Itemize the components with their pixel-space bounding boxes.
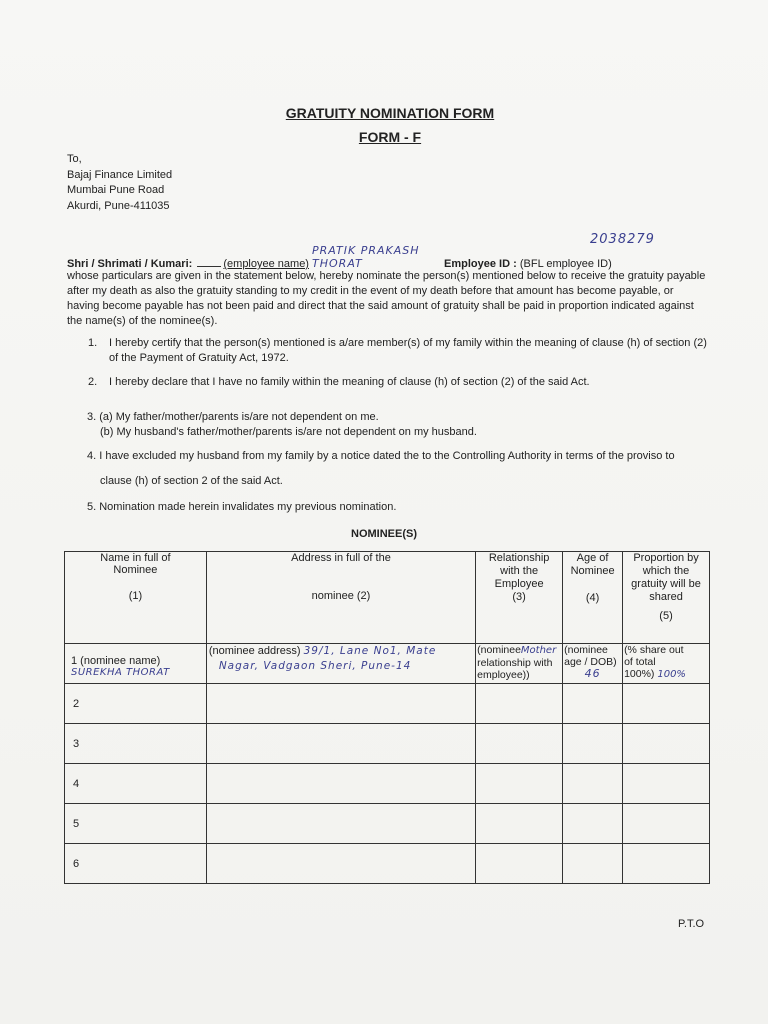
header-name [65, 552, 207, 644]
row1-age-label-1: (nominee [564, 644, 608, 656]
row1-rel-value: Mother [520, 645, 557, 656]
row1-address-label: (nominee address) [208, 645, 301, 657]
table-row [65, 684, 710, 724]
header-address [206, 552, 475, 644]
row1-relationship-cell [476, 644, 563, 684]
employee-id-value: 2038279 [590, 232, 655, 247]
declaration-3b: (b) My husband's father/mother/parents is/are not dependent on my husband. [100, 426, 477, 438]
address-to: To, [67, 153, 82, 165]
row1-address-value-1: 39/1, Lane No1, Mate [303, 645, 437, 657]
declaration-3a: 3. (a) My father/mother/parents is/are not dependent on me. [87, 411, 379, 423]
header-age [563, 552, 623, 644]
declaration-4: 4. I have excluded my husband from my family by a notice dated the to the Controlling Authority in terms of the proviso to [87, 450, 675, 462]
row1-rel-label-1: (nominee [477, 644, 521, 656]
declaration-1 [88, 336, 710, 366]
salutation-label: Shri / Shrimati / Kumari: [67, 258, 193, 270]
row1-age-cell [563, 644, 623, 684]
row1-prop-label-3: 100%) [624, 668, 655, 680]
header-age-text: Age of Nominee [570, 552, 615, 577]
declaration-1-text: I hereby certify that the person(s) mentioned is a/are member(s) of my family within the meaning of clause (h) of section (2) of the Payment of Gratuity Act, 1972. [109, 337, 707, 364]
header-proportion-text: Proportion by which the gratuity will be shared [631, 552, 701, 603]
employee-id-hint: (BFL employee ID) [519, 258, 612, 270]
row1-age-value: 46 [584, 667, 601, 680]
header-relationship [476, 552, 563, 644]
row1-address-value-2: Nagar, Vadgaon Sheri, Pune-14 [218, 660, 412, 672]
row1-prop-value: 100% [657, 669, 686, 680]
row1-age-label-2: age / DOB) [564, 656, 617, 668]
row1-proportion-cell [623, 644, 710, 684]
header-name-text: Name in full of Nominee [100, 552, 171, 576]
table-row [65, 764, 710, 804]
nominees-heading: NOMINEE(S) [351, 528, 417, 540]
nominee-table [64, 551, 710, 884]
address-line-2: Mumbai Pune Road [67, 184, 165, 196]
pto-label: P.T.O [678, 918, 705, 930]
row1-prop-label-2: of total [624, 656, 656, 668]
recipient-address [67, 152, 172, 214]
row1-name-value: SUREKHA THORAT [71, 667, 170, 678]
address-line-3: Akurdi, Pune-411035 [67, 199, 170, 212]
row-number: 4 [65, 764, 207, 804]
header-proportion [623, 552, 710, 644]
row1-rel-label-3: employee)) [477, 669, 530, 681]
form-title: GRATUITY NOMINATION FORM [285, 105, 495, 121]
employee-name-label: (employee name) [223, 258, 309, 270]
row1-address-cell [206, 644, 475, 684]
header-proportion-num: (5) [659, 610, 673, 622]
blank-line [197, 266, 221, 267]
header-age-num: (4) [585, 592, 600, 604]
header-address-text-b: nominee (2) [311, 590, 371, 602]
row-number: 2 [65, 684, 207, 724]
row1-name-label: 1 (nominee name) [71, 655, 161, 667]
table-row [65, 844, 710, 884]
table-header-row [65, 552, 710, 644]
header-relationship-num: (3) [512, 591, 526, 603]
row1-prop-label-1: (% share out [624, 644, 684, 656]
table-row [65, 644, 710, 684]
declaration-2 [88, 375, 710, 390]
statement-paragraph: whose particulars are given in the statement below, hereby nominate the person(s) mentioned below to receive the gratuity payable after my death as also the gratuity standing to my credit in the event of my death before that amount has become payable, or having become payable has not been paid and direct that the said amount of gratuity shall be paid in proportion indicated against the name(s) of the nominee(s). [67, 270, 706, 327]
header-relationship-text: Relationship with the Employee [488, 552, 550, 590]
row-number: 3 [65, 724, 207, 764]
table-row [65, 804, 710, 844]
row1-name-cell [65, 644, 207, 684]
address-line-1: Bajaj Finance Limited [67, 168, 173, 181]
header-address-text: Address in full of the [291, 552, 391, 564]
declaration-2-num: 2. [88, 376, 98, 388]
row-number: 5 [65, 804, 207, 844]
row1-rel-label-2: relationship with [477, 657, 553, 669]
header-name-num: (1) [128, 590, 143, 602]
form-subtitle: FORM - F [358, 129, 422, 145]
employee-line [67, 244, 612, 270]
employee-name-value: PRATIK PRAKASH THORAT [312, 244, 420, 270]
declaration-2-text: I hereby declare that I have no family within the meaning of clause (h) of section (2) of the said Act. [109, 376, 590, 388]
declaration-4b: clause (h) of section 2 of the said Act. [100, 475, 283, 487]
declaration-5: 5. Nomination made herein invalidates my previous nomination. [87, 501, 397, 513]
declaration-1-num: 1. [88, 337, 98, 349]
employee-id-label: Employee ID : [444, 258, 517, 270]
row-number: 6 [65, 844, 207, 884]
table-row [65, 724, 710, 764]
